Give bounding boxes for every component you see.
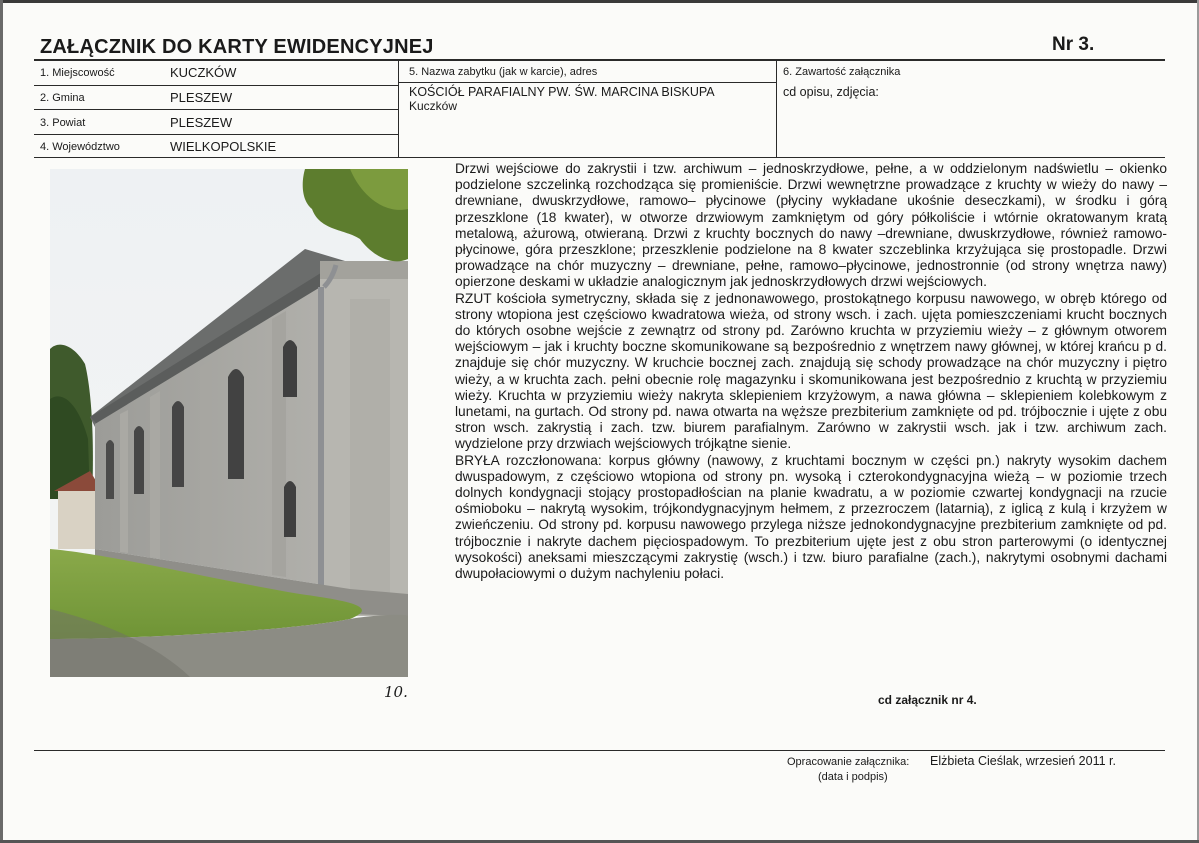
- scan-border-left: [0, 0, 3, 843]
- field-value-powiat: PLESZEW: [170, 115, 233, 130]
- page-title: ZAŁĄCZNIK DO KARTY EWIDENCYJNEJ: [40, 36, 434, 58]
- paragraph-doors: Drzwi wejściowe do zakrystii i tzw. archiwum – jednoskrzydłowe, pełne, a w oddzielonym nadświetlu – okienko podzielone szczelinką rozchodząca się promieniście. Drzwi wewnętrzne prowadzące z kruchty w wieży do nawy – drewniane, dwuskrzydłowe, ramowo– płycinowe (płyciny wykładane ukośnie deseczkami), w środku i górą przeszklone (18 kwater), w otworze drzwiowym zamkniętym od góry półkoliście i wtórnie okratowanym kratą metalową, ażurową, otwieraną. Drzwi z kruchty bocznych do nawy –drewniane, dwuskrzydłowe, również ramowo-płycinowe, góra przeszklone; przeszklenie podzielone na 8 kwater szczeblinka krzyżująca się prostopadle. Drzwi prowadzące na chór muzyczny – drewniane, pełne, ramowo–płycinowe, jednostronnie (od strony wnętrza nawy) opierzone deskami w układzie analogicznym jak jednoskrzydłowych drzwi wejściowych.: [455, 161, 1167, 290]
- church-photo: [50, 169, 408, 677]
- row-divider: [34, 134, 398, 135]
- paragraph-plan: RZUT kościoła symetryczny, składa się z jednonawowego, prostokątnego korpusu nawowego, w obręb którego od strony wtopiona jest częściowo kwadratowa wieża, od strony wsch. i zach. ujęta pomieszczeniami krucht bocznych do których osobne wejście z zewnątrz od strony pd. Zarówno kruchta w przyziemiu wieży – z głównym otworem wejściowym – jak i kruchty boczne skomunikowane są bezpośrednio z wnętrzem nawy głównej, w której krańcu p d. znajduje się chór muzyczny. W kruchcie bocznej zach. znajdują się schody prowadzące na chór muzyczny i piętro wieży, a w kruchta zach. pełni obecnie rolę magazynku i skomunikowana jest bezpośrednio z kruchtą w przyziemiu wieży. Kruchta w przyziemiu wieży nakryta sklepieniem krzyżowym, a nawa główna – sklepieniem kolebkowym z lunetami, na gurtach. Od strony pd. nawa otwarta na węższe prezbiterium zamknięte od pd. trójbocznie i ujęte z obu stron wsch. zakrystią i zach. tzw. biurem parafialnym. Zarówno w zakrystii wsch. jak i tzw. archiwum zach. wydzielone przy drzwiach wejściowych trójkątne sienie.: [455, 290, 1167, 452]
- paragraph-massing: BRYŁA rozczłonowana: korpus główny (nawowy, z kruchtami bocznym w części pn.) nakryty wysokim dachem dwuspadowym, z częściowo wtopiona od strony pn. wysoką i czterokondygnacyjna wieżą – w poziomie trzech dolnych kondygnacji stojący prostopadłościan na planie kwadratu, a w poziomie czwartej kondygnacji na rzucie ośmioboku – nakrytą wysokim, trójkondygnacyjnym hełmem, z przezroczem (latarnią), z iglicą z kulą i krzyżem w zwieńczeniu. Od strony pd. korpusu nawowego przylega niższe jednokondygnacyjne prezbiterium zamknięte od pd. trójbocznie i nakryte dachem pięciospadowym. To prezbiterium ujęte jest z obu stron parterowymi (o identycznej wysokości) aneksami mieszczącymi zakrystię (wsch.) i tzw. biuro parafialne (zach.), nakrytymi osobnymi dachami dwupołaciowymi o dużym nachyleniu połaci.: [455, 452, 1167, 582]
- field-value-zawartosc: cd opisu, zdjęcia:: [783, 85, 879, 99]
- continuation-note: cd załącznik nr 4.: [878, 693, 977, 707]
- row-divider: [34, 109, 398, 110]
- attachment-number: Nr 3.: [1052, 34, 1095, 55]
- prepared-label: Opracowanie załącznika:: [787, 756, 910, 768]
- prepared-by: Elżbieta Cieślak, wrzesień 2011 r.: [930, 754, 1116, 768]
- footer-rule: [34, 750, 1165, 751]
- field-value-nazwa: KOŚCIÓŁ PARAFIALNY PW. ŚW. MARCINA BISKUPA: [409, 85, 715, 99]
- field-value-wojewodztwo: WIELKOPOLSKIE: [170, 139, 277, 154]
- field-label-wojewodztwo: 4. Województwo: [40, 141, 120, 153]
- field-label-powiat: 3. Powiat: [40, 117, 86, 129]
- field-value-gmina: PLESZEW: [170, 90, 233, 105]
- field-label-gmina: 2. Gmina: [40, 92, 85, 104]
- table-top-rule: [34, 59, 1165, 61]
- field-label-nazwa: 5. Nazwa zabytku (jak w karcie), adres: [409, 66, 598, 78]
- row-divider: [34, 85, 398, 86]
- table-bottom-rule: [34, 157, 1165, 158]
- field-value-miejscowosc: KUCZKÓW: [170, 65, 237, 80]
- field-label-zawartosc: 6. Zawartość załącznika: [783, 66, 901, 78]
- scan-border-top: [0, 0, 1199, 3]
- field-value-address: Kuczków: [409, 99, 458, 113]
- photo-number: 10.: [384, 683, 408, 701]
- description-text: [455, 161, 1167, 582]
- prepared-sublabel: (data i podpis): [818, 771, 888, 783]
- row-divider: [398, 82, 776, 83]
- field-label-miejscowosc: 1. Miejscowość: [40, 67, 115, 79]
- column-divider: [398, 59, 399, 158]
- column-divider: [776, 59, 777, 158]
